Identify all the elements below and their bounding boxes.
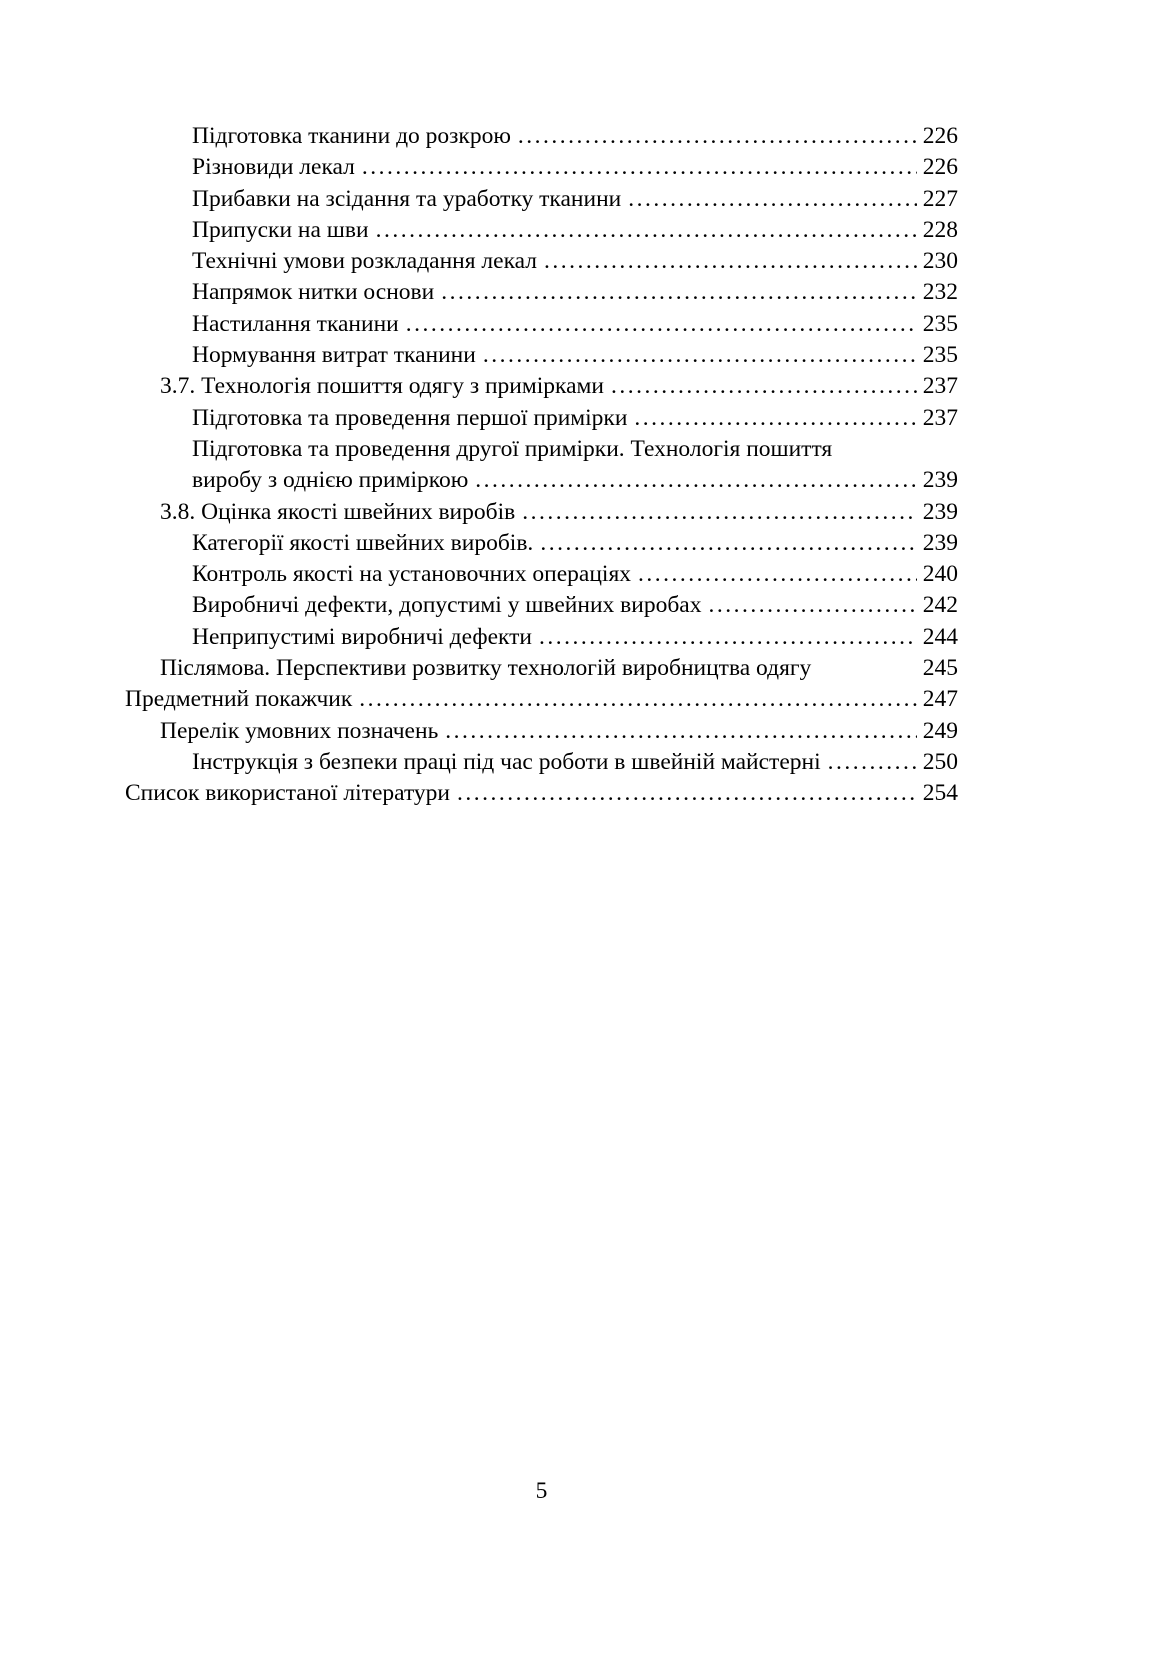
dot-leader [518,121,917,152]
dot-leader [539,622,917,653]
toc-entry [125,309,958,340]
toc-entry-page: 226 [922,123,958,149]
toc-entry [125,778,958,809]
toc-entry-title: Категорії якості швейних виробів. [192,529,534,556]
toc-entry-page: 237 [922,373,958,400]
toc-entry-page: 226 [922,154,958,181]
toc-entry-page: 230 [922,248,958,275]
toc-entry [125,497,958,528]
toc-entry-page: 240 [922,561,958,588]
toc-entry-title: Підготовка та проведення першої примірки [192,404,628,431]
toc-entry [125,622,958,653]
toc-entry [125,121,958,152]
toc-entry-page: 242 [922,592,958,619]
toc-entry-page: 235 [922,342,958,369]
toc-entry-title: Технічні умови розкладання лекал [192,248,538,275]
dot-leader [540,528,916,559]
toc-entry [125,152,958,183]
toc-entry [125,590,958,621]
toc-entry [125,747,958,778]
toc-entry-title: 3.7. Технологія пошиття одягу з примірками [160,373,604,400]
toc-entry [125,403,958,434]
dot-leader [828,747,917,778]
page-number: 5 [535,1478,548,1504]
toc-entry [125,277,958,308]
dot-leader [457,778,917,809]
toc-entry-title: Прибавки на зсідання та уработку тканини [192,185,622,212]
toc-entry-title: Інструкція з безпеки праці під час роботи в швейній майстерні [192,748,821,775]
toc-entry-title: Неприпустимі виробничі дефекти [192,623,532,650]
dot-leader [376,215,917,246]
toc-entry-page: 239 [922,467,958,494]
toc-entry [125,465,958,496]
toc-entry-page: 237 [922,404,958,431]
toc-entry [125,716,958,747]
toc-entry [125,434,958,465]
toc-entry-title: Предметний покажчик [125,686,353,713]
toc-entry-title: Контроль якості на установочних операціях [192,561,632,588]
dot-leader [628,184,917,215]
dot-leader [406,309,917,340]
toc-entry-title: Підготовка тканини до розкрою [192,123,511,149]
toc-entry-title: 3.8. Оцінка якості швейних виробів [160,498,516,525]
toc-entry [125,653,958,684]
toc-entry-page: 232 [922,279,958,306]
toc-entry-page: 249 [922,717,958,744]
table-of-contents [125,121,958,810]
toc-entry [125,559,958,590]
toc-entry [125,684,958,715]
toc-entry-title: Різновиди лекал [192,154,355,181]
dot-leader [708,590,916,621]
toc-entry-title: Нормування витрат тканини [192,342,476,369]
toc-entry-page: 239 [922,498,958,525]
dot-leader [522,497,917,528]
dot-leader [483,340,917,371]
toc-entry-title: Перелік умовних позначень [160,717,439,744]
toc-entry-title: виробу з однією приміркою [192,467,469,494]
toc-entry-page: 235 [922,310,958,337]
toc-entry [125,371,958,402]
dot-leader [611,371,917,402]
dot-leader [441,277,917,308]
toc-entry [125,215,958,246]
dot-leader [359,684,916,715]
toc-entry-page: 227 [922,185,958,212]
toc-entry-page: 244 [922,623,958,650]
toc-entry-page: 245 [922,655,958,682]
dot-leader [638,559,917,590]
toc-entry-title: Післямова. Перспективи розвитку технологій виробництва одягу [160,655,812,682]
toc-entry-page: 239 [922,529,958,556]
toc-entry-page: 247 [922,686,958,713]
dot-leader [475,465,916,496]
toc-entry-title: Список використаної літератури [125,780,450,807]
dot-leader [362,152,917,183]
toc-entry [125,528,958,559]
dot-leader [544,246,917,277]
dot-leader [634,403,916,434]
toc-entry [125,184,958,215]
toc-entry-title: Виробничі дефекти, допустимі у швейних виробах [192,592,702,619]
toc-entry-title: Напрямок нитки основи [192,279,435,306]
toc-entry-title: Підготовка та проведення другої примірки. Технологія пошиття [192,435,833,462]
toc-entry-page: 254 [922,780,958,807]
toc-entry [125,246,958,277]
toc-entry-page: 250 [922,748,958,775]
toc-entry-title: Припуски на шви [192,216,369,243]
toc-entry-page: 228 [922,216,958,243]
toc-entry [125,340,958,371]
toc-entry-title: Настилання тканини [192,310,399,337]
dot-leader [445,716,916,747]
